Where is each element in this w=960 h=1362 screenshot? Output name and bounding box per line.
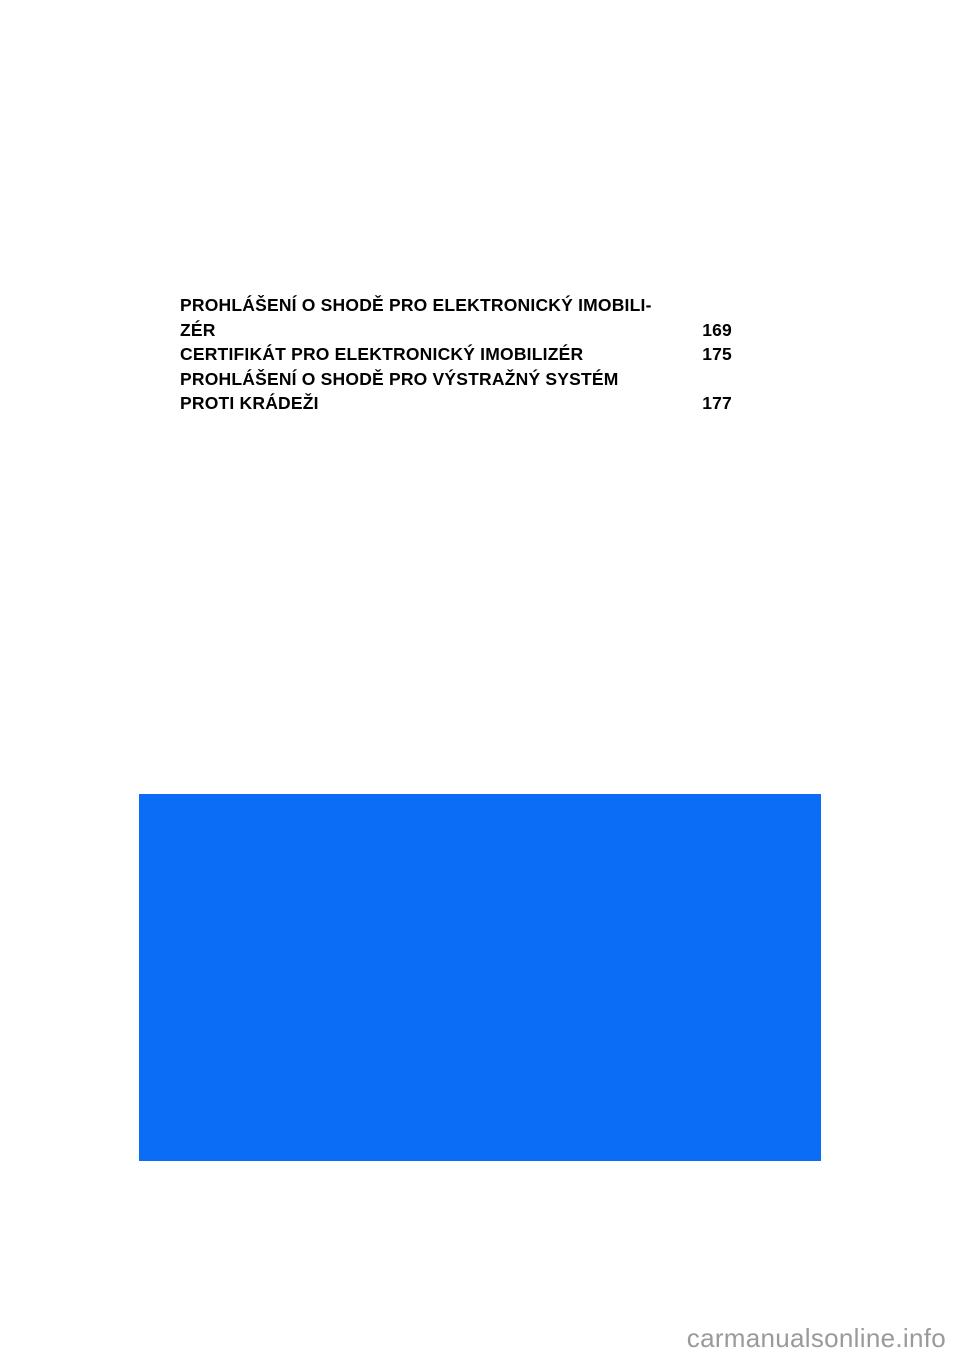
toc-entry-title: PROHLÁŠENÍ O SHODĚ PRO ELEKTRONICKÝ IMOBILI- <box>180 295 652 315</box>
table-of-contents <box>180 293 732 416</box>
toc-entry-title-line <box>180 318 732 343</box>
toc-entry-title-continued: ZÉR <box>180 319 216 340</box>
toc-entry-title-line <box>180 342 732 367</box>
toc-entry-title-line <box>180 293 732 318</box>
toc-entry-immobilizer-certificate[interactable] <box>180 342 732 367</box>
toc-entry-page-number[interactable]: 177 <box>702 393 732 413</box>
toc-entry-title-line <box>180 367 732 392</box>
toc-entry-title: CERTIFIKÁT PRO ELEKTRONICKÝ IMOBILIZÉR <box>180 344 584 364</box>
toc-entry-title: PROHLÁŠENÍ O SHODĚ PRO VÝSTRAŽNÝ SYSTÉM <box>180 368 619 389</box>
toc-entry-immobilizer-declaration[interactable] <box>180 293 732 342</box>
toc-entry-title-continued: PROTI KRÁDEŽI <box>180 393 319 413</box>
blue-color-panel <box>139 794 821 1161</box>
toc-entry-title-line <box>180 391 732 416</box>
watermark-text: carmanualsonline.info <box>686 1323 946 1353</box>
toc-entry-page-number[interactable]: 169 <box>702 319 732 340</box>
toc-entry-page-number[interactable]: 175 <box>702 344 732 364</box>
toc-entry-alarm-declaration[interactable] <box>180 367 732 416</box>
